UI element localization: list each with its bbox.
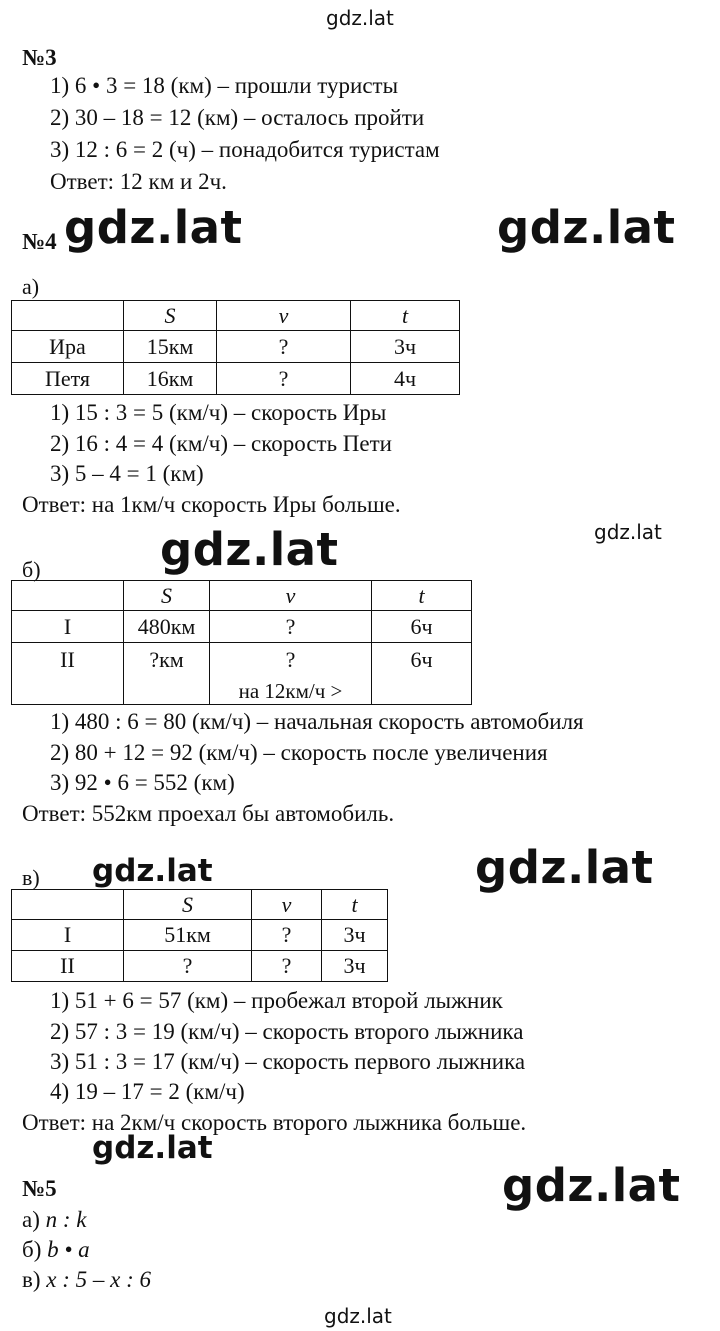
table-cell: II — [12, 951, 124, 982]
task4a-answer: Ответ: на 1км/ч скорость Иры больше. — [22, 492, 401, 517]
table-header: S — [124, 301, 217, 331]
table-cell: ? — [210, 611, 372, 643]
task5-item-expr: n : k — [45, 1207, 87, 1232]
task3-line-3: 3) 12 : 6 = 2 (ч) – понадобится туристам — [50, 137, 440, 162]
task5-item-expr: b • a — [47, 1237, 90, 1262]
watermark: gdz.lat — [594, 520, 662, 544]
table-cell-value: ? — [285, 647, 296, 672]
watermark: gdz.lat — [92, 853, 213, 889]
task5-item-label: в) — [22, 1267, 41, 1292]
task4a-table — [11, 300, 460, 395]
table-header: S — [124, 581, 210, 611]
watermark: gdz.lat — [160, 523, 339, 576]
table-cell: 3ч — [322, 951, 388, 982]
task4b-table — [11, 580, 472, 705]
task5-heading: №5 — [22, 1176, 57, 1201]
table-cell: ?км — [124, 643, 210, 705]
task4v-line-4: 4) 19 – 17 = 2 (км/ч) — [50, 1079, 245, 1104]
task4v-answer: Ответ: на 2км/ч скорость второго лыжника больше. — [22, 1110, 527, 1135]
table-cell: Ира — [12, 331, 124, 363]
table-cell: 6ч — [372, 611, 472, 643]
table-header — [12, 581, 124, 611]
watermark: gdz.lat — [502, 1159, 681, 1212]
table-cell: 3ч — [351, 331, 460, 363]
task5-item-expr: x : 5 – x : 6 — [46, 1267, 152, 1292]
watermark: gdz.lat — [64, 201, 243, 254]
table-header: v — [217, 301, 351, 331]
task4a-line-3: 3) 5 – 4 = 1 (км) — [50, 461, 204, 486]
table-header: t — [322, 890, 388, 920]
task4v-table — [11, 889, 388, 982]
table-header: t — [351, 301, 460, 331]
task5-item-a — [22, 1208, 87, 1231]
task4b-line-3: 3) 92 • 6 = 552 (км) — [50, 770, 235, 795]
task5-item-v — [22, 1268, 151, 1291]
watermark: gdz.lat — [92, 1130, 213, 1166]
task4a-label: а) — [22, 274, 40, 299]
task3-heading: №3 — [22, 45, 57, 70]
table-cell: ? — [252, 951, 322, 982]
table-cell: 51км — [124, 920, 252, 951]
table-cell: I — [12, 611, 124, 643]
table-cell: 480км — [124, 611, 210, 643]
task5-item-label: б) — [22, 1237, 42, 1262]
task4v-line-3: 3) 51 : 3 = 17 (км/ч) – скорость первого лыжника — [50, 1049, 526, 1074]
watermark: gdz.lat — [497, 201, 676, 254]
table-header: t — [372, 581, 472, 611]
task4-heading: №4 — [22, 229, 57, 254]
task5-item-label: а) — [22, 1207, 40, 1232]
table-cell: 16км — [124, 363, 217, 395]
task4b-answer: Ответ: 552км проехал бы автомобиль. — [22, 801, 395, 826]
table-cell: 4ч — [351, 363, 460, 395]
table-cell: ? — [252, 920, 322, 951]
table-cell: 15км — [124, 331, 217, 363]
table-cell: ? — [217, 331, 351, 363]
task4b-label: б) — [22, 557, 41, 582]
table-cell: ? — [217, 363, 351, 395]
table-header: S — [124, 890, 252, 920]
table-header: v — [210, 581, 372, 611]
table-cell: I — [12, 920, 124, 951]
table-cell: ? — [124, 951, 252, 982]
table-cell — [210, 643, 372, 705]
task4v-line-1: 1) 51 + 6 = 57 (км) – пробежал второй лыжник — [50, 988, 503, 1013]
task3-line-1: 1) 6 • 3 = 18 (км) – прошли туристы — [50, 73, 399, 98]
table-header: v — [252, 890, 322, 920]
watermark: gdz.lat — [475, 841, 654, 894]
task3-line-2: 2) 30 – 18 = 12 (км) – осталось пройти — [50, 105, 425, 130]
task5-item-b — [22, 1238, 90, 1261]
task4v-label: в) — [22, 865, 40, 890]
table-header — [12, 301, 124, 331]
task4b-line-2: 2) 80 + 12 = 92 (км/ч) – скорость после увеличения — [50, 740, 548, 765]
table-cell: II — [12, 643, 124, 705]
task4v-line-2: 2) 57 : 3 = 19 (км/ч) – скорость второго лыжника — [50, 1019, 524, 1044]
watermark: gdz.lat — [324, 1304, 392, 1328]
table-cell: 3ч — [322, 920, 388, 951]
table-cell: 6ч — [372, 643, 472, 705]
task4b-line-1: 1) 480 : 6 = 80 (км/ч) – начальная скорость автомобиля — [50, 709, 584, 734]
task4a-line-2: 2) 16 : 4 = 4 (км/ч) – скорость Пети — [50, 431, 392, 456]
table-cell: Петя — [12, 363, 124, 395]
task4a-line-1: 1) 15 : 3 = 5 (км/ч) – скорость Иры — [50, 400, 387, 425]
speed-increase-note: на 12км/ч > — [238, 679, 343, 703]
table-header — [12, 890, 124, 920]
task3-answer: Ответ: 12 км и 2ч. — [50, 169, 227, 194]
watermark: gdz.lat — [326, 6, 394, 30]
